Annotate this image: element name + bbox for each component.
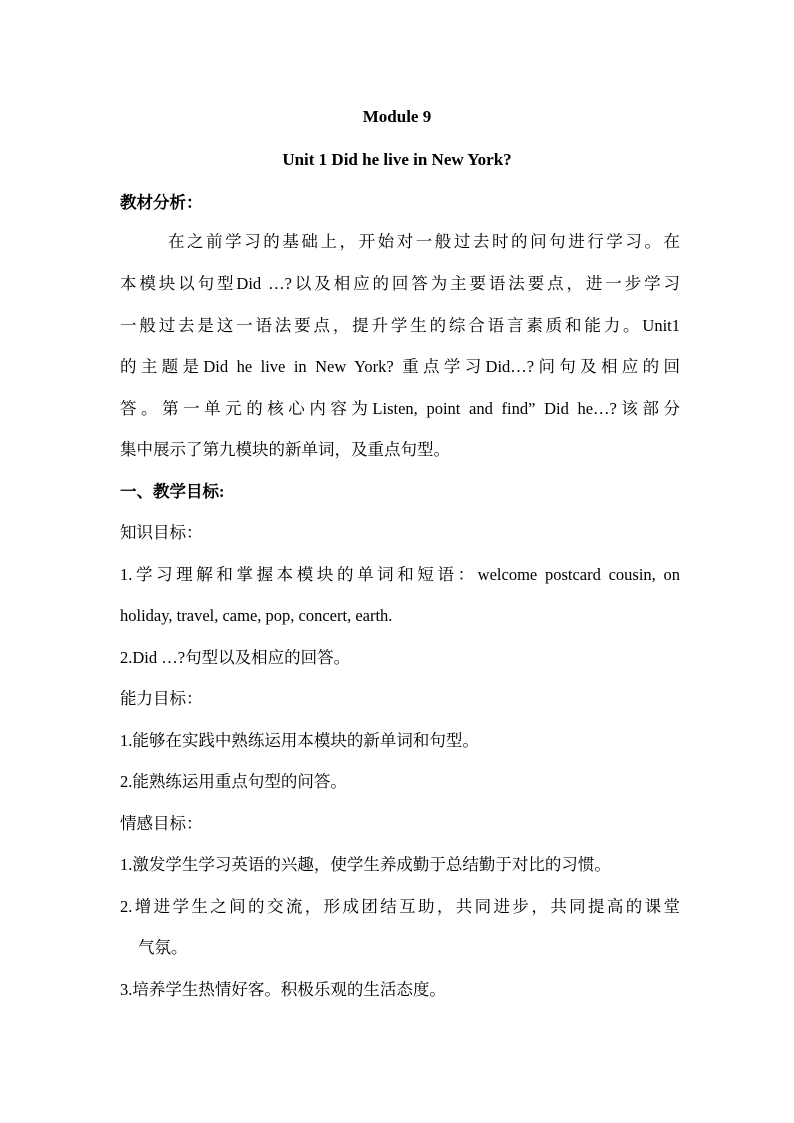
knowledge-item: 1.学习理解和掌握本模块的单词和短语：welcome postcard cousin, on [120, 565, 680, 584]
knowledge-heading: 知识目标： [120, 523, 203, 542]
ability-heading: 能力目标： [120, 689, 203, 708]
analysis-line: 本模块以句型Did …?以及相应的回答为主要语法要点，进一步学习 [120, 274, 680, 293]
emotion-item: 2.增进学生之间的交流，形成团结互助，共同进步，共同提高的课堂 [120, 897, 680, 916]
goals-heading: 一、教学目标: [120, 482, 225, 501]
analysis-heading: 教材分析： [120, 193, 203, 212]
ability-item: 2.能熟练运用重点句型的问答。 [120, 772, 347, 791]
analysis-line: 答。第一单元的核心内容为Listen, point and find” Did he…?该部分 [120, 399, 680, 418]
module-title: Module 9 [362, 107, 432, 126]
knowledge-item: 2.Did …?句型以及相应的回答。 [120, 648, 351, 667]
emotion-item: 3.培养学生热情好客。积极乐观的生活态度。 [120, 980, 446, 999]
analysis-line: 的主题是Did he live in New York? 重点学习Did…?问句及相应的回 [120, 357, 680, 376]
analysis-line: 在之前学习的基础上，开始对一般过去时的问句进行学习。在 [168, 232, 680, 251]
emotion-item: 1.激发学生学习英语的兴趣，使学生养成勤于总结勤于对比的习惯。 [120, 855, 611, 874]
ability-item: 1.能够在实践中熟练运用本模块的新单词和句型。 [120, 731, 479, 750]
unit-title: Unit 1 Did he live in New York? [282, 150, 512, 169]
emotion-item: 气氛。 [138, 938, 188, 957]
analysis-line: 集中展示了第九模块的新单词，及重点句型。 [120, 440, 450, 459]
emotion-heading: 情感目标： [120, 814, 203, 833]
analysis-line: 一般过去是这一语法要点，提升学生的综合语言素质和能力。Unit1 [120, 316, 680, 335]
knowledge-item: holiday, travel, came, pop, concert, earth. [120, 606, 393, 625]
